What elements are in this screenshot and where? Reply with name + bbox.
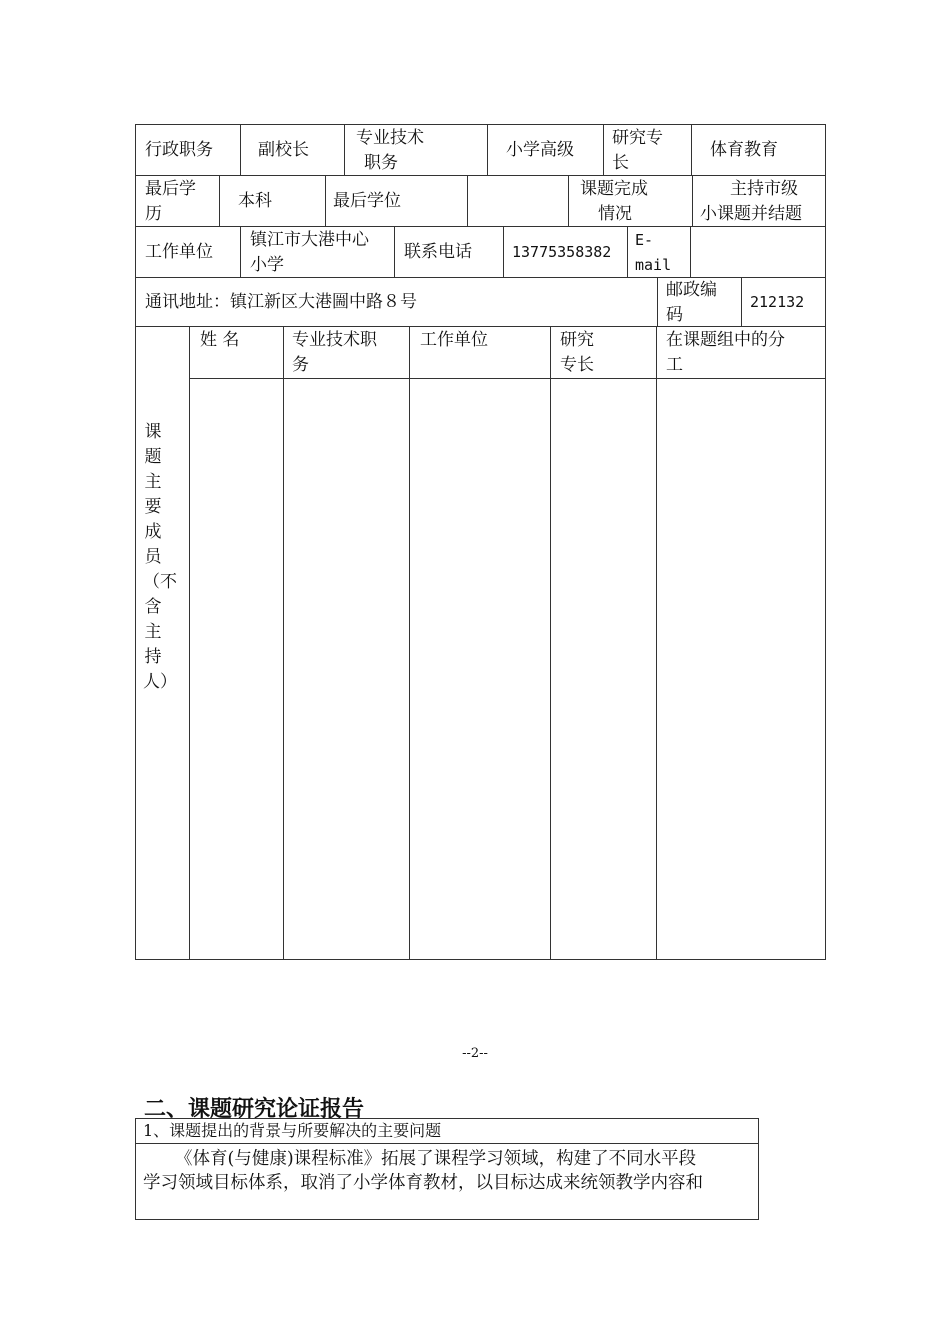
postcode-label-line2: 码 (666, 305, 683, 325)
postcode-label (666, 278, 717, 328)
row-divider (135, 326, 826, 327)
col-divider (657, 277, 658, 326)
section-heading: 二、课题研究论证报告 (144, 1097, 365, 1122)
col-divider (550, 326, 551, 960)
col-divider (283, 326, 284, 960)
col-divider (656, 326, 657, 960)
col-divider (627, 226, 628, 277)
completion-label-line2: 情况 (598, 204, 632, 224)
section2-subheading: 1、课题提出的背景与所要解决的主要问题 (143, 1121, 442, 1140)
email-label-line1: E- (635, 231, 654, 249)
col-research-header-line2: 专长 (560, 355, 594, 375)
col-divider (240, 124, 241, 175)
col-name-header: 姓 名 (200, 330, 240, 350)
row-divider (135, 175, 826, 176)
work-unit-value-line1: 镇江市大港中心 (250, 230, 369, 250)
completion-value (700, 177, 802, 227)
edu-label (145, 177, 196, 227)
research-label (612, 126, 663, 176)
col-role-header-line2: 工 (666, 355, 683, 375)
col-role-header-line1: 在课题组中的分 (666, 330, 785, 350)
col-divider (240, 226, 241, 277)
col-divider (741, 277, 742, 326)
postcode-value: 212132 (750, 293, 805, 311)
prof-title-label-line2: 职务 (364, 153, 398, 173)
col-divider (691, 124, 692, 175)
col-divider (690, 226, 691, 277)
info-table-border (135, 124, 826, 960)
completion-value-line1: 主持市级 (730, 179, 798, 199)
prof-title-label-line1: 专业技术 (356, 128, 424, 148)
prof-title-label (356, 126, 424, 176)
work-unit-value-line2: 小学 (250, 255, 284, 275)
col-divider (189, 326, 190, 960)
section2-body-line1: 《体育(与健康)课程标准》拓展了课程学习领域，构建了不同水平段 (175, 1149, 697, 1169)
phone-label: 联系电话 (404, 242, 472, 262)
prof-title-value: 小学高级 (506, 140, 574, 160)
col-role-header (666, 328, 785, 378)
col-divider (409, 326, 410, 960)
research-label-line1: 研究专 (612, 128, 663, 148)
section2-body-line2: 学习领域目标体系，取消了小学体育教材，以目标达成来统领教学内容和 (143, 1173, 703, 1193)
col-research-header-line1: 研究 (560, 330, 594, 350)
col-divider (568, 175, 569, 226)
edu-label-line1: 最后学 (145, 179, 196, 199)
col-divider (503, 226, 504, 277)
work-unit-label: 工作单位 (145, 242, 213, 262)
edu-value: 本科 (238, 191, 272, 211)
email-label (635, 228, 671, 278)
edu-label-line2: 历 (145, 204, 162, 224)
col-divider (344, 124, 345, 175)
phone-value: 13775358382 (512, 243, 612, 261)
col-research-header (560, 328, 594, 378)
col-divider (394, 226, 395, 277)
postcode-label-line1: 邮政编 (666, 280, 717, 300)
work-unit-value (250, 228, 369, 278)
col-prof-header (292, 328, 377, 378)
col-divider (692, 175, 693, 226)
row-divider (135, 277, 826, 278)
members-side-label: 课题主要成员（不含主持人） (143, 422, 177, 692)
col-divider (603, 124, 604, 175)
admin-post-label: 行政职务 (145, 140, 213, 160)
page-number: --2-- (462, 1046, 488, 1061)
degree-label: 最后学位 (333, 191, 401, 211)
col-prof-header-line1: 专业技术职 (292, 330, 377, 350)
col-divider (325, 175, 326, 226)
completion-label (580, 177, 648, 227)
col-divider (219, 175, 220, 226)
completion-value-line2: 小课题并结题 (700, 204, 802, 224)
completion-label-line1: 课题完成 (580, 179, 648, 199)
row-divider (135, 1143, 759, 1144)
admin-post-value: 副校长 (258, 140, 309, 160)
research-label-line2: 长 (612, 153, 629, 173)
col-unit-header: 工作单位 (420, 330, 488, 350)
research-value: 体育教育 (710, 140, 778, 160)
email-label-line2: mail (635, 256, 672, 274)
col-prof-header-line2: 务 (292, 355, 309, 375)
col-divider (467, 175, 468, 226)
row-divider (189, 378, 826, 379)
col-divider (487, 124, 488, 175)
address-label: 通讯地址：镇江新区大港圌中路８号 (145, 292, 417, 312)
